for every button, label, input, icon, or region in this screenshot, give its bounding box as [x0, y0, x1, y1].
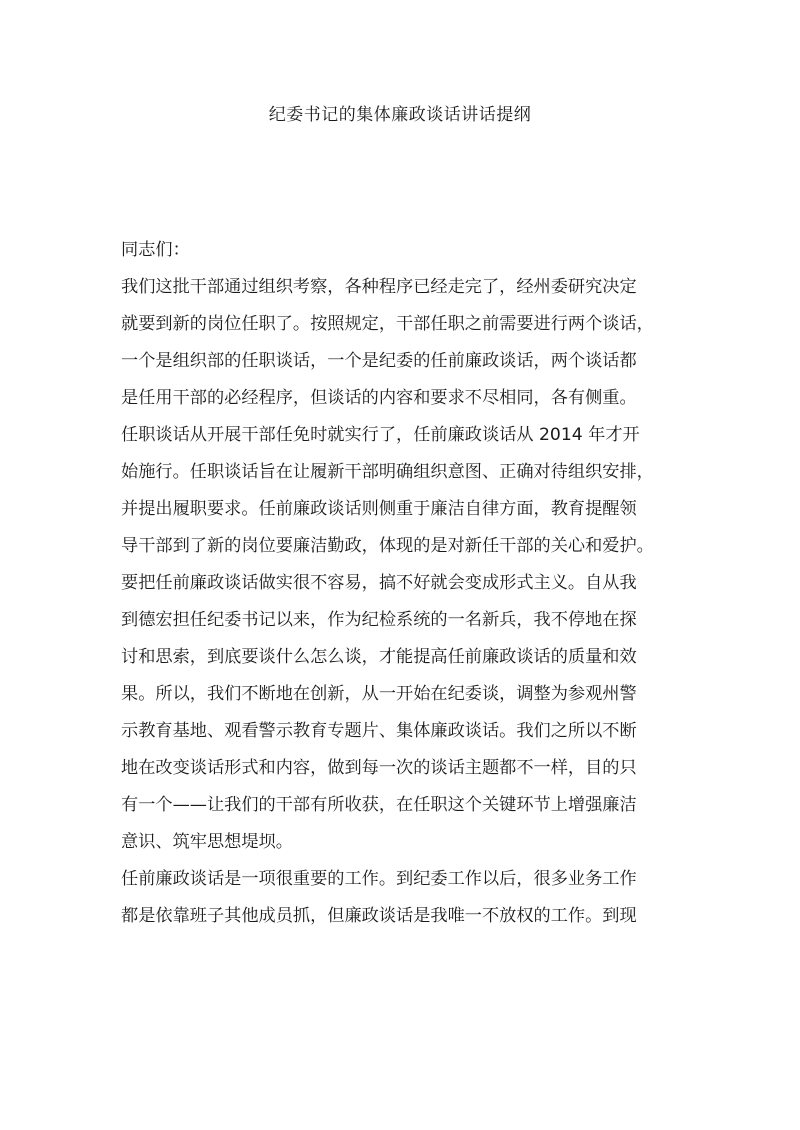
text-line: 讨和思索，到底要谈什么怎么谈，才能提高任前廉政谈话的质量和效 — [121, 647, 637, 667]
text-line: 任职谈话从开展干部任免时就实行了，任前廉政谈话从 2014 年才开 — [121, 425, 640, 445]
document-title: 纪委书记的集体廉政谈话讲话提纲 — [268, 105, 532, 125]
text-line: 并提出履职要求。任前廉政谈话则侧重于廉洁自律方面，教育提醒领 — [121, 499, 637, 519]
text-line: 都是依靠班子其他成员抓，但廉政谈话是我唯一不放权的工作。到现 — [121, 906, 637, 926]
text-line: 是任用干部的必经程序，但谈话的内容和要求不尽相同，各有侧重。 — [121, 388, 637, 408]
text-line: 一个是组织部的任职谈话，一个是纪委的任前廉政谈话，两个谈话都 — [121, 351, 637, 371]
text-line: 就要到新的岗位任职了。按照规定，干部任职之前需要进行两个谈话， — [121, 314, 654, 334]
text-line: 始施行。任职谈话旨在让履新干部明确组织意图、正确对待组织安排， — [121, 462, 654, 482]
text-line: 要把任前廉政谈话做实很不容易，搞不好就会变成形式主义。自从我 — [121, 573, 637, 593]
text-line: 到德宏担任纪委书记以来，作为纪检系统的一名新兵，我不停地在探 — [121, 610, 637, 630]
text-line: 有一个——让我们的干部有所收获，在任职这个关键环节上增强廉洁 — [121, 795, 637, 815]
text-line: 任前廉政谈话是一项很重要的工作。到纪委工作以后，很多业务工作 — [121, 869, 637, 889]
text-line: 导干部到了新的岗位要廉洁勤政，体现的是对新任干部的关心和爱护。 — [121, 536, 654, 556]
salutation: 同志们： — [121, 240, 190, 260]
text-line: 我们这批干部通过组织考察，各种程序已经走完了，经州委研究决定 — [121, 277, 637, 297]
document-body — [121, 232, 691, 935]
text-line: 示教育基地、观看警示教育专题片、集体廉政谈话。我们之所以不断 — [121, 721, 637, 741]
text-line: 意识、筑牢思想堤坝。 — [121, 832, 293, 852]
text-line: 果。所以，我们不断地在创新，从一开始在纪委谈，调整为参观州警 — [121, 684, 637, 704]
text-line: 地在改变谈话形式和内容，做到每一次的谈话主题都不一样，目的只 — [121, 758, 637, 778]
